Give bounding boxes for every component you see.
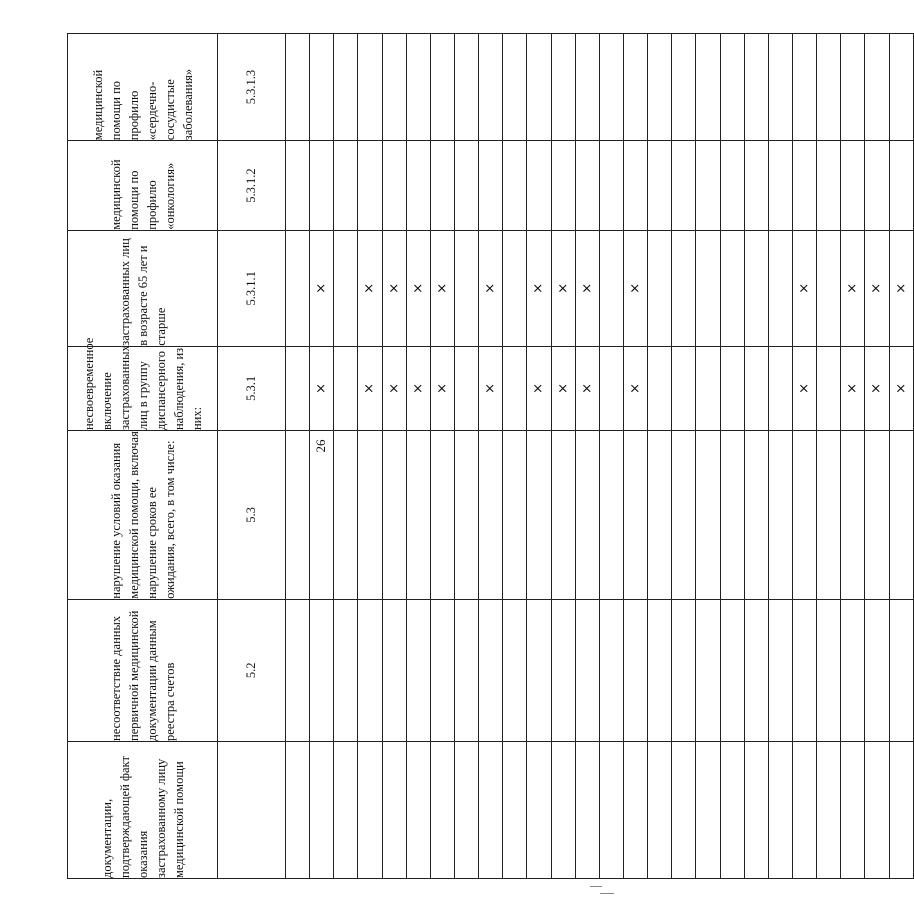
mark-cell — [889, 599, 913, 741]
mark-cell: × — [623, 346, 647, 430]
mark-cell — [454, 141, 478, 231]
mark-cell — [599, 230, 623, 346]
mark-cell — [599, 141, 623, 231]
mark-cell — [358, 741, 382, 878]
mark-cell — [551, 141, 575, 231]
mark-cell — [286, 431, 310, 600]
mark-cell — [358, 431, 382, 600]
mark-cell — [286, 346, 310, 430]
page-number: 26 — [313, 439, 328, 453]
mark-cell — [454, 599, 478, 741]
mark-cell — [865, 431, 889, 600]
row-code-cell — [218, 741, 286, 878]
mark-cell — [792, 741, 816, 878]
mark-cell — [672, 599, 696, 741]
mark-cell — [382, 141, 406, 231]
mark-cell — [479, 431, 503, 600]
row-code-cell: 5.3.1.2 — [218, 141, 286, 231]
mark-cell — [454, 741, 478, 878]
mark-cell — [841, 34, 865, 141]
mark-cell: × — [479, 230, 503, 346]
mark-cell — [286, 34, 310, 141]
mark-cell — [696, 230, 720, 346]
mark-cell — [768, 230, 792, 346]
mark-cell: × — [430, 230, 454, 346]
row-name-cell: застрахованных лиц в возрасте 65 лет и старше — [68, 230, 218, 346]
mark-cell — [382, 599, 406, 741]
mark-cell — [479, 599, 503, 741]
mark-cell — [503, 741, 527, 878]
mark-cell — [479, 34, 503, 141]
mark-cell — [792, 141, 816, 231]
mark-cell — [720, 599, 744, 741]
mark-cell — [310, 741, 334, 878]
mark-cell — [889, 141, 913, 231]
mark-cell — [889, 34, 913, 141]
mark-cell — [841, 141, 865, 231]
mark-cell — [648, 346, 672, 430]
row-code-cell: 5.3 — [218, 431, 286, 600]
mark-cell — [406, 431, 430, 600]
mark-cell — [430, 599, 454, 741]
mark-cell: × — [310, 346, 334, 430]
mark-cell — [310, 34, 334, 141]
mark-cell — [334, 741, 358, 878]
mark-cell — [286, 230, 310, 346]
mark-cell — [648, 599, 672, 741]
mark-cell — [575, 599, 599, 741]
mark-cell — [768, 141, 792, 231]
mark-cell: × — [551, 230, 575, 346]
mark-cell — [527, 141, 551, 231]
mark-cell — [744, 141, 768, 231]
mark-cell — [382, 431, 406, 600]
mark-cell — [648, 431, 672, 600]
mark-cell — [768, 346, 792, 430]
mark-cell — [648, 141, 672, 231]
mark-cell: × — [865, 346, 889, 430]
mark-cell: × — [841, 230, 865, 346]
row-name-cell: нарушение условий оказания медицинской помощи, включая нарушение сроков ее ожидания, всего, в том числе: — [68, 431, 218, 600]
row-name-cell: медицинской помощи по профилю «сердечно-сосудистые заболевания» — [68, 34, 218, 141]
mark-cell — [503, 431, 527, 600]
mark-cell — [865, 141, 889, 231]
row-name-cell: несоответствие данных первичной медицинской документации данным реестра счетов — [68, 599, 218, 741]
mark-cell: × — [479, 346, 503, 430]
mark-cell — [503, 599, 527, 741]
mark-cell: × — [382, 230, 406, 346]
mark-cell — [599, 346, 623, 430]
mark-cell — [334, 599, 358, 741]
mark-cell — [841, 741, 865, 878]
mark-cell — [768, 599, 792, 741]
mark-cell — [648, 34, 672, 141]
mark-cell — [406, 34, 430, 141]
mark-cell — [696, 431, 720, 600]
mark-cell: × — [575, 230, 599, 346]
mark-cell — [648, 230, 672, 346]
mark-cell — [720, 741, 744, 878]
mark-cell — [817, 346, 841, 430]
row-code-cell: 5.3.1 — [218, 346, 286, 430]
mark-cell — [575, 431, 599, 600]
mark-cell — [648, 741, 672, 878]
mark-cell — [503, 346, 527, 430]
mark-cell — [696, 346, 720, 430]
row-code-cell: 5.3.1.1 — [218, 230, 286, 346]
edge-mark — [600, 893, 614, 894]
mark-cell — [334, 431, 358, 600]
mark-cell: × — [406, 230, 430, 346]
mark-cell — [286, 599, 310, 741]
mark-cell — [792, 599, 816, 741]
mark-cell — [817, 431, 841, 600]
mark-cell — [503, 141, 527, 231]
mark-cell — [551, 741, 575, 878]
mark-cell — [358, 34, 382, 141]
mark-cell: × — [792, 346, 816, 430]
mark-cell — [551, 431, 575, 600]
mark-cell — [575, 34, 599, 141]
mark-cell — [334, 141, 358, 231]
mark-cell: × — [889, 346, 913, 430]
mark-cell — [841, 599, 865, 741]
mark-cell — [503, 34, 527, 141]
mark-cell — [503, 230, 527, 346]
mark-cell — [623, 141, 647, 231]
mark-cell — [792, 431, 816, 600]
mark-cell — [744, 599, 768, 741]
mark-cell — [768, 34, 792, 141]
mark-cell — [792, 34, 816, 141]
mark-cell — [817, 599, 841, 741]
mark-cell — [817, 741, 841, 878]
mark-cell — [430, 431, 454, 600]
mark-cell — [744, 741, 768, 878]
mark-cell — [720, 431, 744, 600]
mark-cell — [672, 141, 696, 231]
mark-cell — [479, 141, 503, 231]
mark-cell: × — [527, 346, 551, 430]
mark-cell: × — [358, 346, 382, 430]
mark-cell — [382, 34, 406, 141]
mark-cell — [744, 431, 768, 600]
mark-cell — [696, 34, 720, 141]
mark-cell — [334, 346, 358, 430]
report-grid — [67, 33, 914, 879]
mark-cell — [768, 741, 792, 878]
mark-cell — [696, 599, 720, 741]
mark-cell — [454, 431, 478, 600]
mark-cell — [889, 431, 913, 600]
mark-cell — [479, 741, 503, 878]
mark-cell — [286, 141, 310, 231]
mark-cell — [551, 599, 575, 741]
mark-cell — [623, 599, 647, 741]
mark-cell — [358, 141, 382, 231]
mark-cell: × — [430, 346, 454, 430]
mark-cell — [672, 34, 696, 141]
mark-cell — [817, 141, 841, 231]
mark-cell — [599, 34, 623, 141]
mark-cell — [889, 741, 913, 878]
mark-cell — [334, 230, 358, 346]
mark-cell — [817, 34, 841, 141]
mark-cell — [358, 599, 382, 741]
row-name-cell: документации, подтверждающей факт оказания застрахованному лицу медицинской помощи — [68, 741, 218, 878]
mark-cell — [454, 346, 478, 430]
mark-cell — [623, 741, 647, 878]
row-name-cell: медицинской помощи по профилю «онкология» — [68, 141, 218, 231]
mark-cell: × — [527, 230, 551, 346]
mark-cell: × — [575, 346, 599, 430]
mark-cell — [310, 431, 334, 600]
mark-cell — [841, 431, 865, 600]
mark-cell — [527, 431, 551, 600]
mark-cell — [720, 230, 744, 346]
mark-cell — [286, 741, 310, 878]
mark-cell — [406, 599, 430, 741]
mark-cell — [768, 431, 792, 600]
mark-cell — [406, 141, 430, 231]
mark-cell — [454, 34, 478, 141]
row-code-cell: 5.2 — [218, 599, 286, 741]
mark-cell — [382, 741, 406, 878]
mark-cell: × — [358, 230, 382, 346]
mark-cell: × — [382, 346, 406, 430]
mark-cell — [623, 431, 647, 600]
mark-cell — [744, 230, 768, 346]
mark-cell — [672, 431, 696, 600]
mark-cell — [865, 741, 889, 878]
mark-cell: × — [792, 230, 816, 346]
mark-cell — [720, 346, 744, 430]
mark-cell: × — [310, 230, 334, 346]
mark-cell — [430, 741, 454, 878]
row-name-cell: несвоевременное включение застрахованных лиц в группу диспансерного наблюдения, из них: — [68, 346, 218, 430]
mark-cell — [527, 741, 551, 878]
mark-cell — [310, 141, 334, 231]
mark-cell — [527, 599, 551, 741]
mark-cell — [430, 34, 454, 141]
mark-cell: × — [406, 346, 430, 430]
mark-cell — [696, 741, 720, 878]
mark-cell — [817, 230, 841, 346]
edge-mark — [590, 886, 602, 887]
report-table — [67, 33, 909, 879]
mark-cell — [406, 741, 430, 878]
mark-cell — [623, 34, 647, 141]
mark-cell — [696, 141, 720, 231]
mark-cell: × — [551, 346, 575, 430]
mark-cell — [672, 230, 696, 346]
mark-cell — [865, 599, 889, 741]
mark-cell — [672, 741, 696, 878]
mark-cell — [454, 230, 478, 346]
mark-cell: × — [841, 346, 865, 430]
mark-cell — [527, 34, 551, 141]
mark-cell: × — [865, 230, 889, 346]
mark-cell — [672, 346, 696, 430]
mark-cell — [599, 741, 623, 878]
mark-cell — [334, 34, 358, 141]
mark-cell — [720, 141, 744, 231]
row-code-cell: 5.3.1.3 — [218, 34, 286, 141]
mark-cell: × — [889, 230, 913, 346]
mark-cell — [599, 599, 623, 741]
mark-cell — [599, 431, 623, 600]
mark-cell — [744, 346, 768, 430]
mark-cell — [865, 34, 889, 141]
mark-cell — [430, 141, 454, 231]
mark-cell — [310, 599, 334, 741]
mark-cell — [720, 34, 744, 141]
mark-cell — [744, 34, 768, 141]
mark-cell — [551, 34, 575, 141]
mark-cell — [575, 141, 599, 231]
mark-cell — [575, 741, 599, 878]
mark-cell: × — [623, 230, 647, 346]
